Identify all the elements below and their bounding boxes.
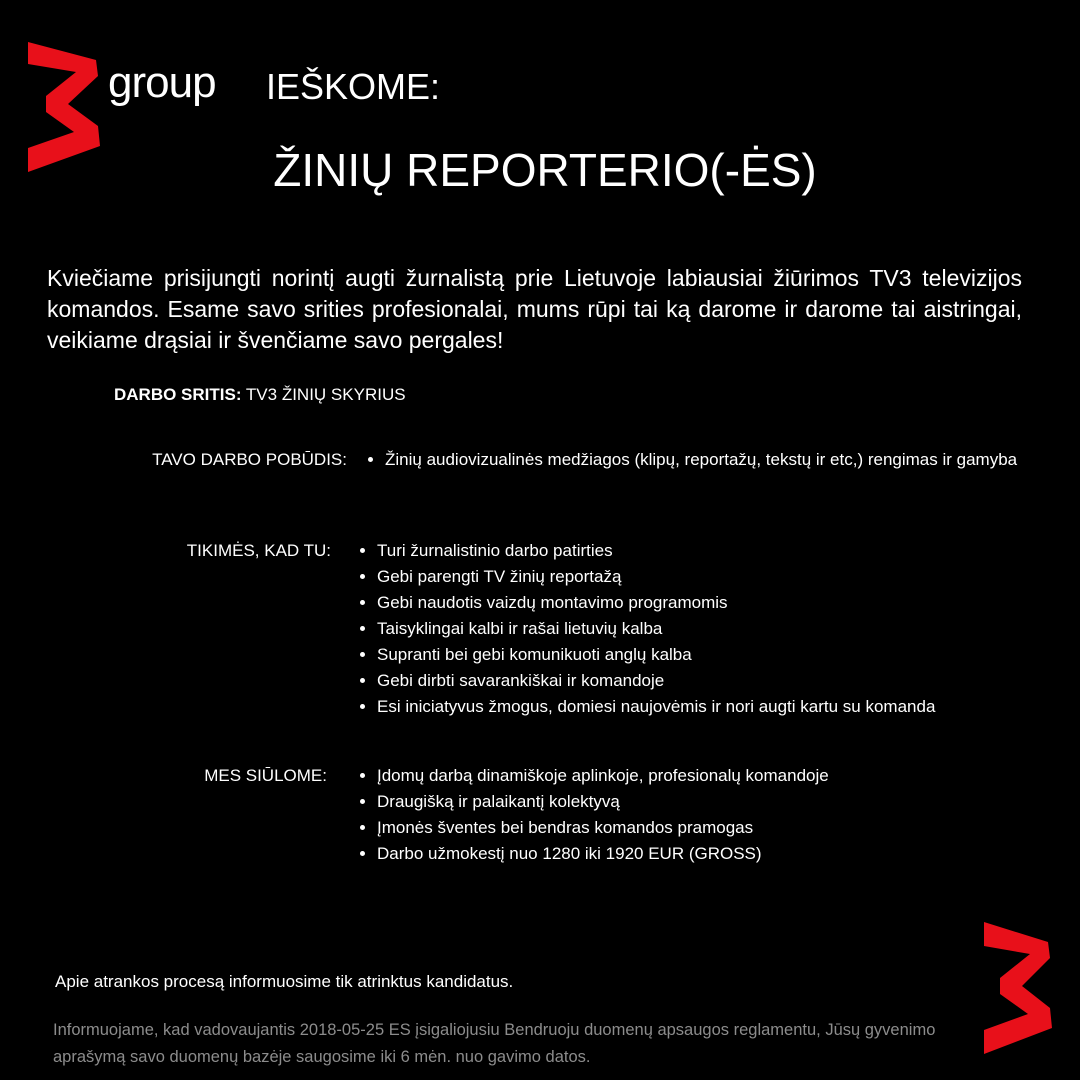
offer-list: [357, 763, 1057, 867]
section-label-offer: MES SIŪLOME:: [204, 766, 327, 785]
work-area: [114, 385, 406, 405]
duties-list: [365, 447, 1045, 473]
selection-note: Apie atrankos procesą informuosime tik atrinktus kandidatus.: [55, 972, 514, 991]
work-area-label: DARBO SRITIS:: [114, 385, 242, 404]
section-label-requirements: TIKIMĖS, KAD TU:: [186, 541, 331, 560]
list-item: • Supranti bei gebi komunikuoti anglų kalba: [377, 642, 1057, 668]
list-item: • Turi žurnalistinio darbo patirties: [377, 538, 1057, 564]
section-label-duties: TAVO DARBO POBŪDIS:: [152, 450, 347, 469]
intro-paragraph: Kviečiame prisijungti norintį augti žurnalistą prie Lietuvoje labiausiai žiūrimos TV3 televizijos komandos. Esame savo srities profesionalai, mums rūpi tai ką darome ir darome tai aistringai, veikiame drąsiai ir švenčiame savo pergales!: [47, 265, 1022, 353]
page-title: ŽINIŲ REPORTERIO(-ĖS): [273, 144, 817, 196]
list-item: • Darbo užmokestį nuo 1280 iki 1920 EUR (GROSS): [377, 841, 1057, 867]
list-item: • Gebi dirbti savarankiškai ir komandoje: [377, 668, 1057, 694]
list-item: • Esi iniciatyvus žmogus, domiesi naujovėmis ir nori augti kartu su komanda: [377, 694, 1057, 720]
list-item: • Gebi naudotis vaizdų montavimo programomis: [377, 590, 1057, 616]
list-item: • Įmonės šventes bei bendras komandos pramogas: [377, 815, 1057, 841]
list-item: • Taisyklingai kalbi ir rašai lietuvių kalba: [377, 616, 1057, 642]
list-item: • Įdomų darbą dinamiškoje aplinkoje, profesionalų komandoje: [377, 763, 1057, 789]
list-item: • Gebi parengti TV žinių reportažą: [377, 564, 1057, 590]
list-item: • Draugišką ir palaikantį kolektyvą: [377, 789, 1057, 815]
requirements-list: [357, 538, 1057, 720]
list-item: • Žinių audiovizualinės medžiagos (klipų, reportažų, tekstų ir etc,) rengimas ir gamyba: [385, 447, 1045, 473]
tv3-logo-icon: [980, 920, 1054, 1056]
work-area-value: TV3 ŽINIŲ SKYRIUS: [245, 385, 406, 404]
kicker-heading: IEŠKOME:: [266, 66, 441, 107]
brand-wordmark: group: [108, 58, 216, 107]
privacy-note: Informuojame, kad vadovaujantis 2018-05-25 ES įsigaliojusiu Bendruoju duomenų apsaugos reglamentu, Jūsų gyvenimo aprašymą savo duomenų bazėje saugosime iki 6 mėn. nuo gavimo datos.: [53, 1021, 936, 1066]
